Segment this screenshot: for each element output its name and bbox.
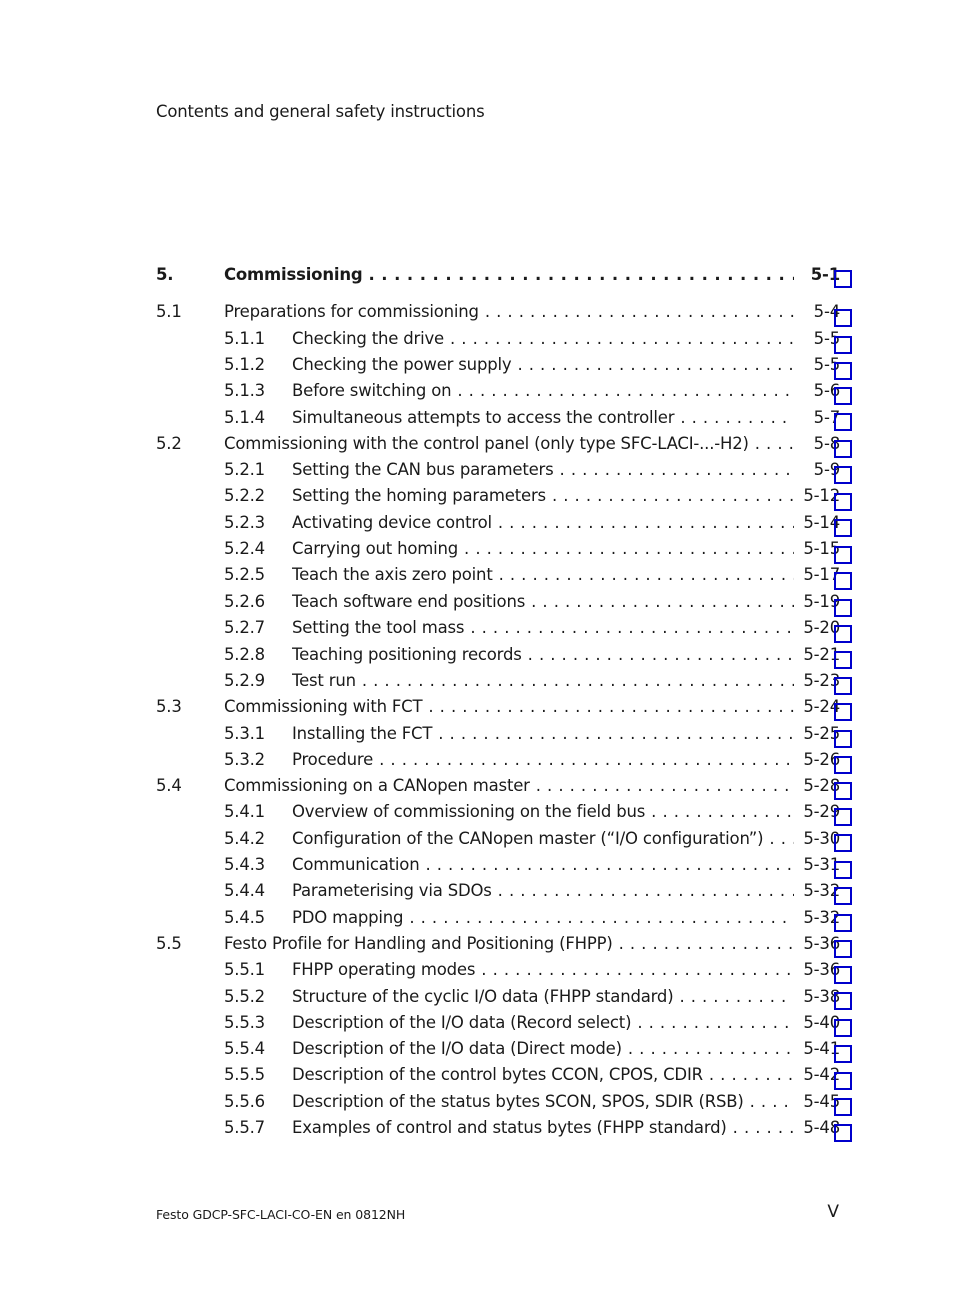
toc-entry-title[interactable]: Festo Profile for Handling and Positioning (FHPP) [224, 934, 619, 953]
toc-entry-number: 5.4.4 [224, 881, 265, 900]
page-link-box[interactable] [834, 625, 852, 643]
toc-entry-page[interactable]: 5-17 [803, 565, 840, 584]
toc-entry[interactable] [0, 959, 954, 981]
toc-entry[interactable] [0, 670, 954, 692]
page-link-box[interactable] [834, 966, 852, 984]
toc-entry-title[interactable]: Simultaneous attempts to access the controller [292, 408, 680, 427]
page-link-box[interactable] [834, 466, 852, 484]
toc-entry-title[interactable]: Checking the drive [292, 329, 450, 348]
page-link-box[interactable] [834, 362, 852, 380]
toc-entry-leader [292, 1117, 794, 1139]
toc-entry-page[interactable]: 5-41 [803, 1039, 840, 1058]
page-link-box[interactable] [834, 572, 852, 590]
page-link-box[interactable] [834, 387, 852, 405]
page-link-box[interactable] [834, 651, 852, 669]
toc-entry-title[interactable]: Setting the CAN bus parameters [292, 460, 560, 479]
toc-entry-title[interactable]: Preparations for commissioning [224, 302, 485, 321]
toc-entry-title[interactable]: PDO mapping [292, 908, 409, 927]
toc-entry-number: 5.5.3 [224, 1013, 265, 1032]
toc-entry[interactable] [0, 617, 954, 639]
toc-entry[interactable] [0, 644, 954, 666]
toc-entry-leader [292, 670, 794, 692]
toc-entry-title[interactable]: Parameterising via SDOs [292, 881, 498, 900]
toc-entry-page[interactable]: 5-5 [813, 329, 840, 348]
toc-entry-title[interactable]: Description of the control bytes CCON, CPOS, CDIR [292, 1065, 709, 1084]
toc-entry-title[interactable]: Examples of control and status bytes (FHPP standard) [292, 1118, 733, 1137]
toc-entry-page[interactable]: 5-4 [813, 302, 840, 321]
page-link-box[interactable] [834, 440, 852, 458]
toc-entry-leader [224, 933, 794, 955]
toc-entry[interactable] [0, 328, 954, 350]
toc-entry-number: 5.4.5 [224, 908, 265, 927]
page-link-box[interactable] [834, 336, 852, 354]
toc-entry-leader [292, 328, 794, 350]
toc-entry[interactable] [0, 907, 954, 929]
toc-entry-title[interactable]: Description of the I/O data (Direct mode) [292, 1039, 628, 1058]
page-link-box[interactable] [834, 1072, 852, 1090]
toc-entry-number: 5.5.7 [224, 1118, 265, 1137]
toc-entry-leader [292, 459, 794, 481]
toc-entry-title[interactable]: Procedure [292, 750, 379, 769]
page-link-box[interactable] [834, 808, 852, 826]
toc-entry-page[interactable]: 5-45 [803, 1092, 840, 1111]
toc-entry-number: 5.1.2 [224, 355, 265, 374]
page-link-box[interactable] [834, 756, 852, 774]
toc-entry-title[interactable]: Configuration of the CANopen master (“I/O configuration”) [292, 829, 769, 848]
toc-entry-title[interactable]: Commissioning [224, 265, 368, 284]
toc-entry-number: 5.5.1 [224, 960, 265, 979]
toc-entry-number: 5.4.2 [224, 829, 265, 848]
toc-entry[interactable] [0, 380, 954, 402]
toc-entry-number: 5.3.2 [224, 750, 265, 769]
toc-entry-leader [292, 485, 794, 507]
toc-entry-page[interactable]: 5-9 [813, 460, 840, 479]
toc-entry-page[interactable]: 5-32 [803, 881, 840, 900]
toc-entry-page[interactable]: 5-1 [810, 265, 840, 284]
toc-entry-page[interactable]: 5-38 [803, 987, 840, 1006]
toc-entry-number: 5.5.2 [224, 987, 265, 1006]
page-link-box[interactable] [834, 834, 852, 852]
toc-entry-title[interactable]: Communication [292, 855, 425, 874]
toc-entry-leader [292, 1091, 794, 1113]
toc-entry-number: 5.5.5 [224, 1065, 265, 1084]
toc-entry[interactable] [0, 1064, 954, 1086]
toc-entry-number: 5.5.6 [224, 1092, 265, 1111]
toc-entry[interactable] [0, 880, 954, 902]
toc-entry-title[interactable]: Setting the tool mass [292, 618, 470, 637]
page-link-box[interactable] [834, 887, 852, 905]
toc-entry-leader [224, 696, 794, 718]
toc-entry[interactable] [0, 433, 954, 455]
toc-entry-number: 5.3 [156, 697, 182, 716]
toc-entry[interactable] [0, 564, 954, 586]
toc-entry-number: 5.2.3 [224, 513, 265, 532]
toc-entry-page[interactable]: 5-31 [803, 855, 840, 874]
toc-entry-number: 5. [156, 265, 174, 284]
toc-entry-leader [292, 564, 794, 586]
toc-entry-page[interactable]: 5-14 [803, 513, 840, 532]
toc-entry-leader [292, 380, 794, 402]
toc-entry-leader [292, 854, 794, 876]
toc-entry-number: 5.5 [156, 934, 182, 953]
toc-entry-title[interactable]: Structure of the cyclic I/O data (FHPP standard) [292, 987, 679, 1006]
toc-entry-number: 5.4 [156, 776, 182, 795]
toc-entry-leader [292, 907, 794, 929]
page-link-box[interactable] [834, 940, 852, 958]
page-link-box[interactable] [834, 546, 852, 564]
toc-entry-number: 5.4.1 [224, 802, 265, 821]
toc-entry-leader [292, 749, 794, 771]
toc-entry[interactable] [0, 854, 954, 876]
toc-entry-page[interactable]: 5-15 [803, 539, 840, 558]
toc-entry-page[interactable]: 5-42 [803, 1065, 840, 1084]
page-link-box[interactable] [834, 413, 852, 431]
page-link-box[interactable] [834, 861, 852, 879]
page-link-box[interactable] [834, 309, 852, 327]
toc-entry[interactable] [0, 1117, 954, 1139]
page-link-box[interactable] [834, 1098, 852, 1116]
toc-entry-leader [292, 1064, 794, 1086]
toc-entry-number: 5.1 [156, 302, 182, 321]
toc-entry-title[interactable]: Activating device control [292, 513, 498, 532]
toc-entry-page[interactable]: 5-25 [803, 724, 840, 743]
toc-entry-number: 5.2.8 [224, 645, 265, 664]
toc-entry-leader [292, 538, 794, 560]
toc-entry-page[interactable]: 5-20 [803, 618, 840, 637]
toc-entry-page[interactable]: 5-23 [803, 671, 840, 690]
toc-entry-page[interactable]: 5-30 [803, 829, 840, 848]
toc-entry[interactable] [0, 696, 954, 718]
toc-entry-leader [292, 801, 794, 823]
toc-entry-page[interactable]: 5-28 [803, 776, 840, 795]
toc-entry-number: 5.4.3 [224, 855, 265, 874]
page-link-box[interactable] [834, 782, 852, 800]
toc-entry-title[interactable]: Carrying out homing [292, 539, 464, 558]
toc-entry[interactable] [0, 538, 954, 560]
toc-entry-leader [224, 775, 794, 797]
toc-entry-title[interactable]: Teach software end positions [292, 592, 531, 611]
toc-entry-page[interactable]: 5-36 [803, 934, 840, 953]
toc-entry-number: 5.5.4 [224, 1039, 265, 1058]
toc-entry-title[interactable]: Commissioning on a CANopen master [224, 776, 536, 795]
toc-entry-number: 5.3.1 [224, 724, 265, 743]
toc-entry-page[interactable]: 5-12 [803, 486, 840, 505]
toc-entry-leader [292, 880, 794, 902]
toc-entry-leader [292, 959, 794, 981]
page-link-box[interactable] [834, 1124, 852, 1142]
page-link-box[interactable] [834, 914, 852, 932]
toc-entry-leader [292, 723, 794, 745]
toc-entry-page[interactable]: 5-40 [803, 1013, 840, 1032]
toc-entry-title[interactable]: Installing the FCT [292, 724, 438, 743]
toc-entry-number: 5.2 [156, 434, 182, 453]
toc-entry-title[interactable]: Overview of commissioning on the field bus [292, 802, 651, 821]
page-link-box[interactable] [834, 1019, 852, 1037]
toc-entry[interactable] [0, 1038, 954, 1060]
toc-entry[interactable] [0, 485, 954, 507]
toc-entry-leader [292, 986, 794, 1008]
toc-entry-number: 5.2.7 [224, 618, 265, 637]
toc-entry[interactable] [0, 775, 954, 797]
toc-entry-leader [292, 407, 794, 429]
toc-entry[interactable] [0, 459, 954, 481]
toc-entry-leader [224, 264, 794, 286]
toc-entry-page[interactable]: 5-24 [803, 697, 840, 716]
toc-entry-page[interactable]: 5-48 [803, 1118, 840, 1137]
toc-entry-title[interactable]: Before switching on [292, 381, 457, 400]
toc-entry[interactable] [0, 749, 954, 771]
toc-entry-page[interactable]: 5-29 [803, 802, 840, 821]
toc-entry-title[interactable]: Description of the status bytes SCON, SPOS, SDIR (RSB) [292, 1092, 750, 1111]
toc-entry-page[interactable]: 5-26 [803, 750, 840, 769]
toc-entry-title[interactable]: Setting the homing parameters [292, 486, 552, 505]
toc-entry-title[interactable]: Commissioning with FCT [224, 697, 428, 716]
toc-entry-leader [292, 354, 794, 376]
toc-entry-leader [292, 1038, 794, 1060]
toc-entry-leader [292, 512, 794, 534]
toc-entry-page[interactable]: 5-7 [813, 408, 840, 427]
toc-entry[interactable] [0, 986, 954, 1008]
toc-entry-leader [224, 301, 794, 323]
toc-entry-page[interactable]: 5-36 [803, 960, 840, 979]
page-link-box[interactable] [834, 599, 852, 617]
toc-entry[interactable] [0, 354, 954, 376]
toc-entry-number: 5.2.1 [224, 460, 265, 479]
page-link-box[interactable] [834, 519, 852, 537]
page-link-box[interactable] [834, 677, 852, 695]
page-link-box[interactable] [834, 270, 852, 288]
toc-entry[interactable] [0, 801, 954, 823]
toc-entry[interactable] [0, 1012, 954, 1034]
toc-entry-title[interactable]: Description of the I/O data (Record select) [292, 1013, 637, 1032]
toc-entry[interactable] [0, 828, 954, 850]
toc-entry-number: 5.2.5 [224, 565, 265, 584]
toc-entry-title[interactable]: Teach the axis zero point [292, 565, 499, 584]
toc-entry-number: 5.2.9 [224, 671, 265, 690]
toc-entry-number: 5.1.3 [224, 381, 265, 400]
toc-entry-number: 5.2.2 [224, 486, 265, 505]
toc-entry[interactable] [0, 1091, 954, 1113]
toc-entry-leader [292, 1012, 794, 1034]
running-header: Contents and general safety instructions [156, 102, 485, 121]
toc-entry[interactable] [0, 591, 954, 613]
toc-entry-leader [292, 644, 794, 666]
toc-entry-leader [224, 433, 794, 455]
toc-entry-number: 5.1.4 [224, 408, 265, 427]
toc-entry-title[interactable]: Checking the power supply [292, 355, 517, 374]
page-link-box[interactable] [834, 493, 852, 511]
toc-entry-leader [292, 617, 794, 639]
toc-entry-leader [292, 828, 794, 850]
page-link-box[interactable] [834, 992, 852, 1010]
toc-entry-page[interactable]: 5-32 [803, 908, 840, 927]
toc-entry[interactable] [0, 933, 954, 955]
toc-entry-number: 5.2.4 [224, 539, 265, 558]
footer-document-id: Festo GDCP-SFC-LACI-CO-EN en 0812NH [156, 1207, 406, 1222]
page-link-box[interactable] [834, 730, 852, 748]
toc-entry-page[interactable]: 5-5 [813, 355, 840, 374]
toc-entry-title[interactable]: Commissioning with the control panel (only type SFC-LACI-...-H2) [224, 434, 755, 453]
toc-entry-page[interactable]: 5-8 [813, 434, 840, 453]
toc-entry[interactable] [0, 301, 954, 323]
toc-entry-page[interactable]: 5-21 [803, 645, 840, 664]
toc-entry-title[interactable]: Teaching positioning records [292, 645, 528, 664]
toc-entry-number: 5.1.1 [224, 329, 265, 348]
toc-entry[interactable] [0, 264, 954, 286]
toc-entry-leader [292, 591, 794, 613]
toc-entry[interactable] [0, 512, 954, 534]
page-link-box[interactable] [834, 1045, 852, 1063]
toc-entry-number: 5.2.6 [224, 592, 265, 611]
toc-entry[interactable] [0, 407, 954, 429]
toc-entry-title[interactable]: Test run [292, 671, 362, 690]
toc-entry-page[interactable]: 5-6 [813, 381, 840, 400]
toc-entry[interactable] [0, 723, 954, 745]
page-link-box[interactable] [834, 703, 852, 721]
toc-entry-page[interactable]: 5-19 [803, 592, 840, 611]
toc-entry-title[interactable]: FHPP operating modes [292, 960, 481, 979]
footer-page-number: V [827, 1202, 839, 1222]
